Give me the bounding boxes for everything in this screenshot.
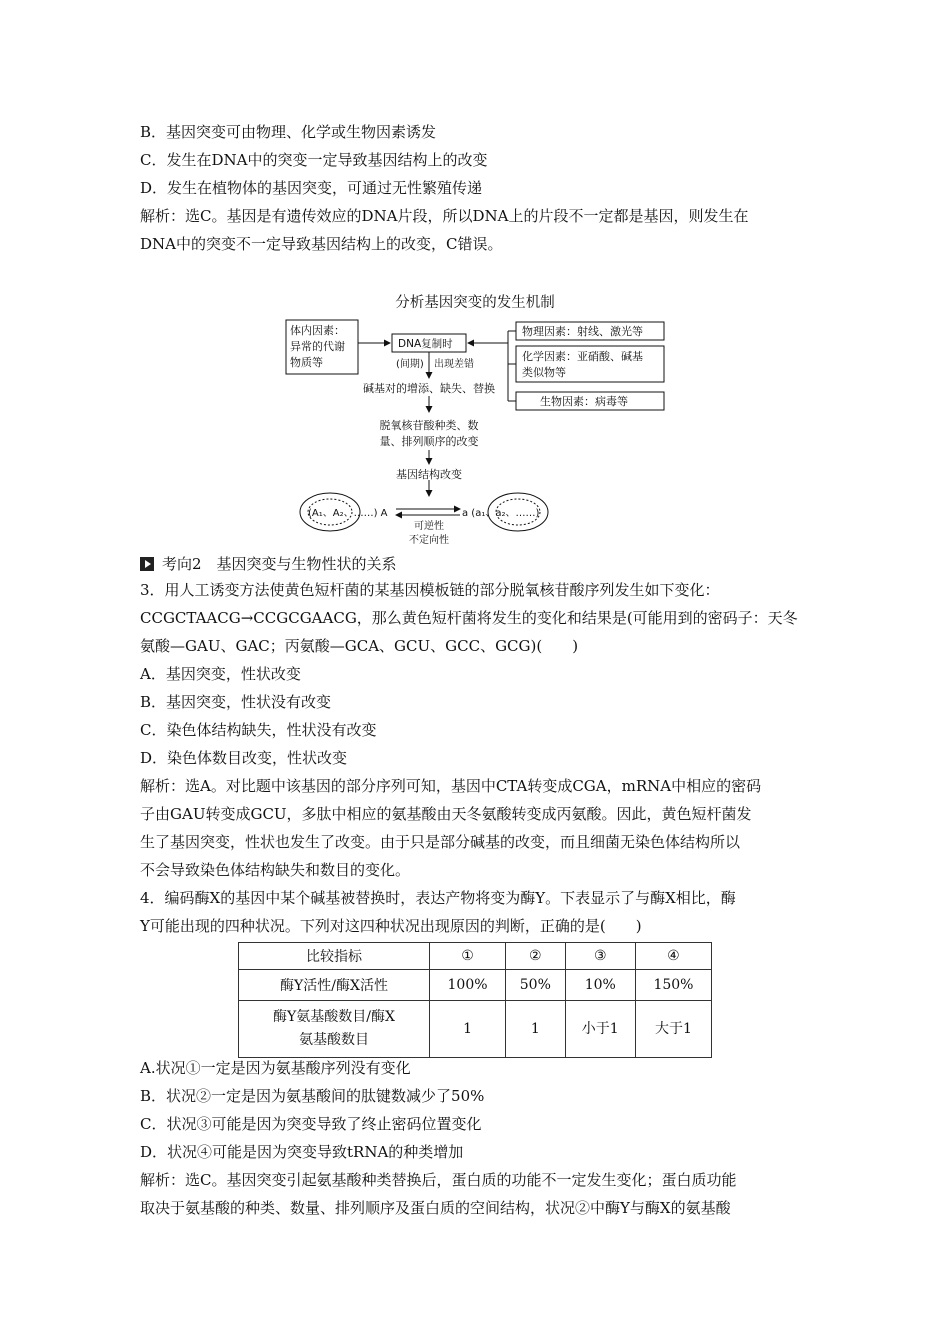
right-allele-label: a (a₁、a₂、……) bbox=[462, 508, 540, 519]
q4-option-b: B．状况②一定是因为氨基酸间的肽键数减少了50% bbox=[140, 1087, 485, 1105]
section-heading: 考向2 基因突变与生物性状的关系 bbox=[140, 554, 397, 574]
explanation-line-2: DNA中的突变不一定导致基因结构上的改变，C错误。 bbox=[140, 235, 503, 253]
q3-option-d: D．染色体数目改变，性状改变 bbox=[140, 749, 348, 767]
table-cell: 1 bbox=[506, 1001, 566, 1058]
option-b-text: B．基因突变可由物理、化学或生物因素诱发 bbox=[140, 123, 437, 141]
dna-box-label: DNA复制时 bbox=[398, 338, 453, 350]
diagram-title: 分析基因突变的发生机制 bbox=[395, 295, 555, 311]
table-cell: 10% bbox=[565, 970, 635, 1001]
q3-explanation-3: 生了基因突变，性状也发生了改变。由于只是部分碱基的改变，而且细菌无染色体结构所以 bbox=[140, 833, 741, 851]
q3-option-a: A．基因突变，性状改变 bbox=[140, 665, 301, 683]
table-header-row bbox=[239, 943, 712, 970]
option-d-text: D．发生在植物体的基因突变，可通过无性繁殖传递 bbox=[140, 179, 483, 197]
table-header-cell: 比较指标 bbox=[239, 943, 430, 970]
row2-label-line-1: 酶Y氨基酸数目/酶X bbox=[273, 1009, 395, 1025]
q4-explanation-2: 取决于氨基酸的种类、数量、排列顺序及蛋白质的空间结构，状况②中酶Y与酶X的氨基酸 bbox=[140, 1199, 731, 1217]
q3-option-b: B．基因突变，性状没有改变 bbox=[140, 693, 332, 711]
table-cell: 1 bbox=[430, 1001, 506, 1058]
explanation-line-1: 解析：选C。基因是有遗传效应的DNA片段，所以DNA上的片段不一定都是基因，则发生在 bbox=[140, 207, 749, 225]
table-cell: 大于1 bbox=[635, 1001, 711, 1058]
q3-line-2: CCGCTAACG→CCGCGAACG，那么黄色短杆菌将发生的变化和结果是(可能用到的密码子：天冬 bbox=[140, 609, 798, 627]
table-header-cell: ① bbox=[430, 943, 506, 970]
q4-option-d: D．状况④可能是因为突变导致tRNA的种类增加 bbox=[140, 1143, 464, 1161]
interphase-label: (间期) bbox=[396, 359, 424, 370]
reversible-label: 可逆性 bbox=[414, 521, 444, 532]
internal-line-1: 体内因素： bbox=[290, 324, 345, 337]
biological-factor-label: 生物因素：病毒等 bbox=[540, 395, 628, 408]
q3-line-3: 氨酸—GAU、GAC；丙氨酸—GCA、GCU、GCC、GCG)( ) bbox=[140, 637, 579, 655]
row2-label-line-2: 氨基酸数目 bbox=[299, 1032, 369, 1048]
table-cell bbox=[239, 1001, 430, 1058]
q3-explanation-4: 不会导致染色体结构缺失和数目的变化。 bbox=[140, 861, 411, 879]
table-cell: 100% bbox=[430, 970, 506, 1001]
q4-explanation-1: 解析：选C。基因突变引起氨基酸种类替换后，蛋白质的功能不一定发生变化；蛋白质功能 bbox=[140, 1171, 737, 1189]
table-row bbox=[239, 970, 712, 1001]
internal-line-2: 异常的代谢 bbox=[290, 340, 345, 353]
play-icon bbox=[140, 557, 154, 571]
table-cell: 酶Y活性/酶X活性 bbox=[239, 970, 430, 1001]
chemical-line-2: 类似物等 bbox=[522, 366, 566, 379]
option-c-text: C．发生在DNA中的突变一定导致基因结构上的改变 bbox=[140, 151, 488, 169]
step3-label: 基因结构改变 bbox=[396, 468, 462, 481]
q3-explanation-2: 子由GAU转变成GCU，多肽中相应的氨基酸由天冬氨酸转变成丙氨酸。因此，黄色短杆菌发 bbox=[140, 805, 752, 823]
step2-line-2: 量、排列顺序的改变 bbox=[379, 435, 479, 448]
chemical-line-1: 化学因素：亚硝酸、碱基 bbox=[522, 350, 643, 363]
nondirectional-label: 不定向性 bbox=[409, 535, 449, 546]
internal-line-3: 物质等 bbox=[290, 356, 323, 369]
q3-option-c: C．染色体结构缺失，性状没有改变 bbox=[140, 721, 377, 739]
q3-explanation-1: 解析：选A。对比题中该基因的部分序列可知，基因中CTA转变成CGA，mRNA中相应的密码 bbox=[140, 777, 762, 795]
mismatch-label: 出现差错 bbox=[434, 359, 474, 370]
q4-option-a: A.状况①一定是因为氨基酸序列没有变化 bbox=[140, 1059, 411, 1077]
table-cell: 50% bbox=[506, 970, 566, 1001]
table-header-cell: ④ bbox=[635, 943, 711, 970]
table-header-cell: ② bbox=[506, 943, 566, 970]
q3-line-1: 3．用人工诱变方法使黄色短杆菌的某基因模板链的部分脱氧核苷酸序列发生如下变化： bbox=[140, 581, 720, 599]
table-header-cell: ③ bbox=[565, 943, 635, 970]
step1-label: 碱基对的增添、缺失、替换 bbox=[363, 382, 495, 395]
mutation-mechanism-diagram bbox=[278, 314, 678, 550]
table-cell: 小于1 bbox=[565, 1001, 635, 1058]
left-allele-label: (A₁、A₂、……) A bbox=[308, 508, 388, 519]
comparison-table bbox=[238, 942, 712, 1058]
table-row bbox=[239, 1001, 712, 1058]
step2-line-1: 脱氧核苷酸种类、数 bbox=[379, 419, 479, 432]
q4-line-1: 4．编码酶X的基因中某个碱基被替换时，表达产物将变为酶Y。下表显示了与酶X相比，酶 bbox=[140, 889, 736, 907]
physical-factor-label: 物理因素：射线、激光等 bbox=[522, 325, 643, 338]
table-cell: 150% bbox=[635, 970, 711, 1001]
q4-option-c: C．状况③可能是因为突变导致了终止密码位置变化 bbox=[140, 1115, 482, 1133]
q4-line-2: Y可能出现的四种状况。下列对这四种状况出现原因的判断，正确的是( ) bbox=[140, 917, 642, 935]
